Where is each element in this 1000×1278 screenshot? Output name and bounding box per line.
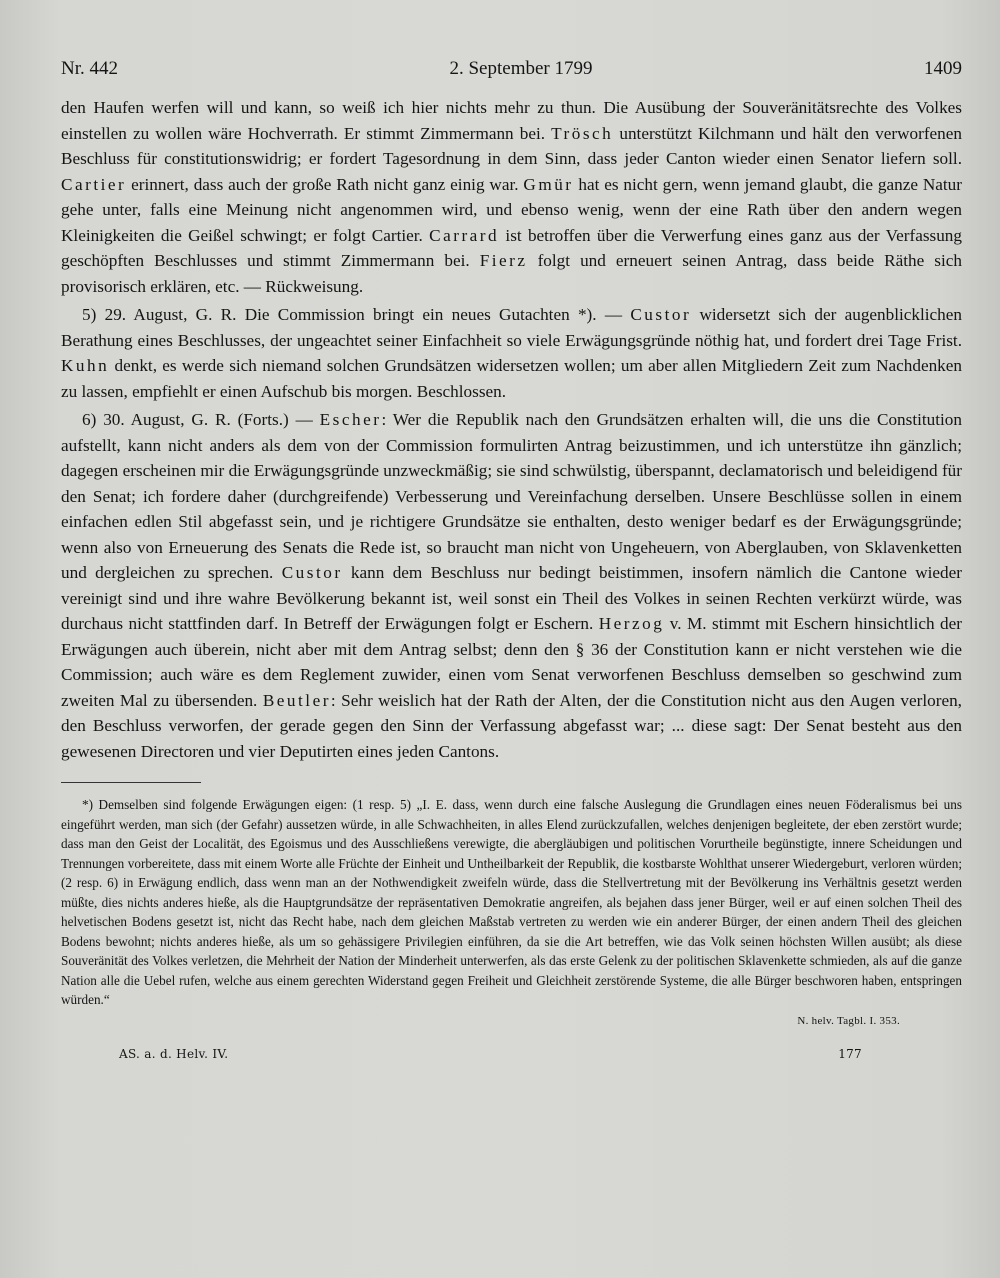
speaker-name: Custor	[630, 305, 692, 324]
footnote-text: *) Demselben sind folgende Erwägungen eigen: (1 resp. 5) „I. E. dass, wenn durch eine falsche Auslegung die Grundlagen eines neuen Föderalismus bei uns eingeführt werden, man sich (der Gefahr) aussetzen würde, in alle Schwachheiten, in alles Elend zurückzufallen, welches denjenigen begleitete, der eben zerstört wurde; dass man den Geist der Localität, des Egoismus und des Ausschließens verewigte, die abergläubigen und politischen Vorurtheile begünstigte, innere Scheidungen und Trennungen vorbereitete, dass mit einem Worte alle Früchte der Einheit und Untheilbarkeit der Republik, die kostbarste Wohlthat unserer Wiedergeburt, verloren würden; (2 resp. 6) in Erwägung endlich, dass wenn man an der Nothwendigkeit zweifeln würde, dass die Stellvertretung mit der Bevölkerung ins Verhältnis gesetzt werden müßte, dies nichts anderes hieße, als die Hauptgrundsätze der repräsentativen Demokratie angreifen, als bejahen dass jener Bürger, weil er auf einen solchen Theil des helvetischen Bodens gesetzt ist, nicht das Recht habe, nach dem gleichen Maßstab vertreten zu werden wie ein anderer Bürger, der einen andern Theil des gleichen Bodens bewohnt; nichts anderes hieße, als um so gehässigere Privilegien einführen, da sie die Art betreffen, wie das Volk seinen höchsten Willen ausübt; als diese Souveränität des Volkes verletzen, die Mehrheit der Nation der Minderheit unterwerfen, als das erste Gelenk zu der politischen Sklavenkette schmieden, als auf die ganze Nation alle die Uebel rufen, welche aus einem gerechten Widerstand gegen Freiheit und Gleichheit zerstörende Systeme, die alle Bürger beschworen haben, entspringen würden.“	[61, 797, 962, 1007]
paragraph-2: 5) 29. August, G. R. Die Commission bringt ein neues Gutachten *). — Custor widersetzt sich der augenblicklichen Berathung eines Beschlusses, der ungeachtet seiner Einfachheit so viele Erwägungsgründe nöthig hat, und fordert drei Tage Frist. Kuhn denkt, es werde sich niemand solchen Grundsätzen widersetzen wollen; um aber allen Mitgliedern Zeit zum Nachdenken zu lassen, empfiehlt er einen Aufschub bis morgen. Beschlossen.	[61, 305, 962, 401]
footnote	[61, 795, 962, 1031]
paragraph-3: 6) 30. August, G. R. (Forts.) — Escher: Wer die Republik nach den Grundsätzen erhalten will, die uns die Constitution aufstellt, kann nicht anders als dem von der Commission formulirten Antrag beizustimmen, und ich unterstütze ihn gänzlich; dagegen erscheinen mir die Erwägungsgründe unzweckmäßig; sie sind schwülstig, überspannt, declamatorisch und beleidigend für den Senat; ich fordere daher (durchgreifende) Verbesserung und Vereinfachung derselben. Unsere Beschlüsse sollen in einem einfachen edlen Stil abgefasst sein, und je richtigere Grundsätze sie enthalten, desto weniger bedarf es der Erwägungsgründe; wenn also von Erneuerung des Senats die Rede ist, so braucht man nicht von Ungeheuern, von Aberglauben, von Sklavenketten und dergleichen zu sprechen. Custor kann dem Beschluss nur bedingt beistimmen, insofern nämlich die Cantone wieder vereinigt sind und ihre wahre Bevölkerung bekannt ist, weil sonst ein Theil des Volkes in seinen Rechten verkürzt würde, was durchaus nicht stattfinden darf. In Betreff der Erwägungen folgt er Eschern. Herzog v. M. stimmt mit Eschern hinsichtlich der Erwägungen auch überein, nicht aber mit dem Antrag selbst; denn den § 36 der Constitution kann er nicht verstehen wie die Commission; auch wäre es dem Reglement zuwider, einen vom Senat verworfenen Beschluss demselben so geschwind zum zweiten Mal zu übersenden. Beutler: Sehr weislich hat der Rath der Alten, der die Constitution nicht aus den Augen verloren, den Beschluss verworfen, der gerade gegen den Sinn der Verfassung abgefasst war; ... diese sagt: Der Senat besteht aus den gewesenen Directoren und vier Deputirten eines jeden Cantons.	[61, 410, 963, 761]
speaker-name: Kuhn	[61, 356, 110, 375]
footnote-divider	[61, 782, 201, 783]
speaker-name: Gmür	[523, 174, 574, 194]
page-number: 1409	[923, 58, 962, 79]
speaker-name: Cartier	[61, 174, 127, 194]
sheet-number: 177	[838, 1047, 862, 1061]
series-signature: AS. a. d. Helv. IV.	[119, 1047, 229, 1061]
speaker-name: Escher	[319, 410, 382, 429]
footnote-source: N. helv. Tagbl. I. 353.	[797, 1014, 900, 1027]
speaker-name: Custor	[281, 563, 343, 582]
paragraph-1: den Haufen werfen will und kann, so weiß ich hier nichts mehr zu thun. Die Ausübung der Souveränitätsrechte des Volkes einstellen zu wollen wäre Hochverrath. Er stimmt Zimmermann bei. Trösch unterstützt Kilchmann und hält den verworfenen Beschluss für constitutionswidrig; er fordert Tagesordnung in dem Sinn, dass jeder Canton wieder einen Senator liefern soll. Cartier erinnert, dass auch der große Rath nicht ganz einig war. Gmür hat es nicht gern, wenn jemand glaubt, die ganze Natur gehe unter, falls eine Meinung nicht angenommen wird, und ebenso wenig, wenn der eine Rath über den andern wegen Kleinigkeiten die Geißel schwingt; er folgt Cartier. Carrard ist betroffen über die Verwerfung eines ganz aus der Verfassung geschöpften Beschlusses und stimmt Zimmermann bei. Fierz folgt und erneuert seinen Antrag, dass beide Räthe sich provisorisch erklären, etc. — Rückweisung.	[61, 98, 962, 296]
running-head	[61, 58, 962, 80]
speaker-name: Fierz	[479, 251, 528, 270]
date-heading: 2. September 1799	[449, 58, 593, 79]
document-number: Nr. 442	[61, 58, 118, 79]
speaker-name: Herzog	[598, 614, 665, 633]
main-text	[61, 95, 962, 764]
page-footer	[119, 1047, 862, 1061]
speaker-name: Carrard	[429, 225, 500, 245]
speaker-name: Beutler	[262, 690, 331, 710]
speaker-name: Trösch	[551, 123, 614, 143]
